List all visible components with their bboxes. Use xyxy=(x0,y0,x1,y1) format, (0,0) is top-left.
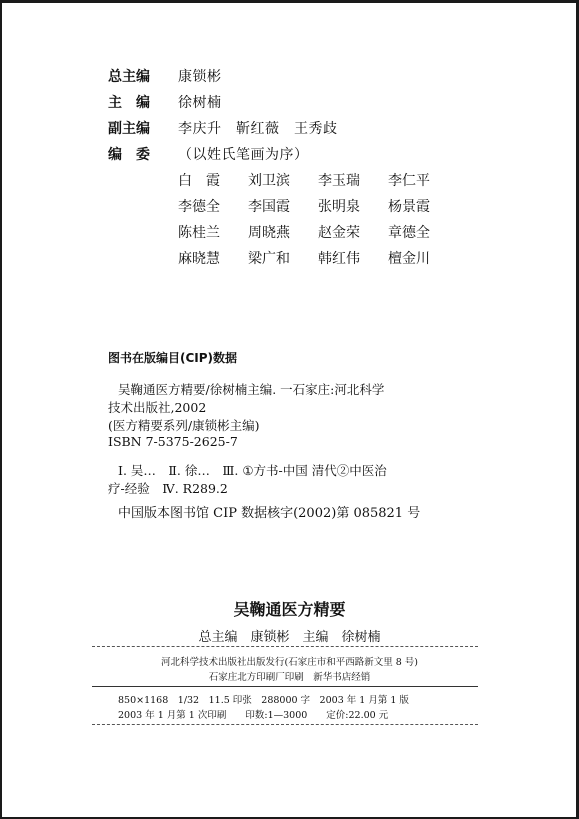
colophon-title: 吴鞠通医方精要 xyxy=(233,600,346,619)
page-border-top xyxy=(0,0,579,3)
cip-line: (医方精要系列/康锁彬主编) xyxy=(108,418,260,433)
cip-classification: Ⅰ. 吴… Ⅱ. 徐… Ⅲ. ①方书-中国 清代②中医治 xyxy=(118,463,387,478)
member-name: 陈桂兰 xyxy=(178,225,220,241)
member-name: 李国霞 xyxy=(248,199,290,215)
colophon-specs: 850×1168 1/32 11.5 印张 288000 字 2003 年 1 月第 1 版 xyxy=(118,695,409,706)
member-name: 周晓燕 xyxy=(248,225,290,241)
member-name: 赵金荣 xyxy=(318,225,360,241)
cip-line: 吴鞠通医方精要/徐树楠主编. 一石家庄:河北科学 xyxy=(118,382,385,397)
cip-heading: 图书在版编目(CIP)数据 xyxy=(108,351,238,365)
member-name: 檀金川 xyxy=(388,251,430,267)
member-name: 白 霞 xyxy=(178,173,220,189)
member-name: 李仁平 xyxy=(388,173,430,189)
member-name: 梁广和 xyxy=(248,251,290,267)
divider xyxy=(92,686,478,687)
editor-name: 徐树楠 xyxy=(178,95,222,111)
member-name: 韩红伟 xyxy=(318,251,360,267)
colophon-printer: 石家庄北方印刷厂印刷 新华书店经销 xyxy=(208,672,371,683)
deputy-editor-label: 副主编 xyxy=(108,121,150,137)
member-name: 麻晓慧 xyxy=(178,251,220,267)
editor-label: 主 编 xyxy=(108,95,150,111)
member-name: 刘卫滨 xyxy=(248,173,290,189)
divider xyxy=(92,646,478,647)
colophon-specs: 2003 年 1 月第 1 次印刷 印数:1—3000 定价:22.00 元 xyxy=(118,710,389,721)
colophon-publisher: 河北科学技术出版社出版发行(石家庄市和平西路新文里 8 号) xyxy=(161,657,418,668)
deputy-editor-names: 李庆升 靳红薇 王秀歧 xyxy=(178,121,338,137)
cip-line: 技术出版社,2002 xyxy=(108,400,207,415)
member-name: 张明泉 xyxy=(318,199,360,215)
members-label: 编 委 xyxy=(108,147,150,163)
member-name: 杨景霞 xyxy=(388,199,430,215)
page-border-left xyxy=(0,0,2,819)
member-name: 李玉瑞 xyxy=(318,173,360,189)
chief-editor-label: 总主编 xyxy=(108,69,150,85)
cip-classification: 疗-经验 Ⅳ. R289.2 xyxy=(108,481,228,496)
members-note: （以姓氏笔画为序） xyxy=(178,147,309,163)
divider xyxy=(92,724,478,725)
cip-record-number: 中国版本图书馆 CIP 数据核字(2002)第 085821 号 xyxy=(118,506,421,521)
member-name: 李德全 xyxy=(178,199,220,215)
member-name: 章德全 xyxy=(388,225,430,241)
cip-isbn: ISBN 7-5375-2625-7 xyxy=(108,434,238,449)
colophon-editors: 总主编 康锁彬 主编 徐树楠 xyxy=(198,630,381,645)
chief-editor-name: 康锁彬 xyxy=(178,69,222,85)
